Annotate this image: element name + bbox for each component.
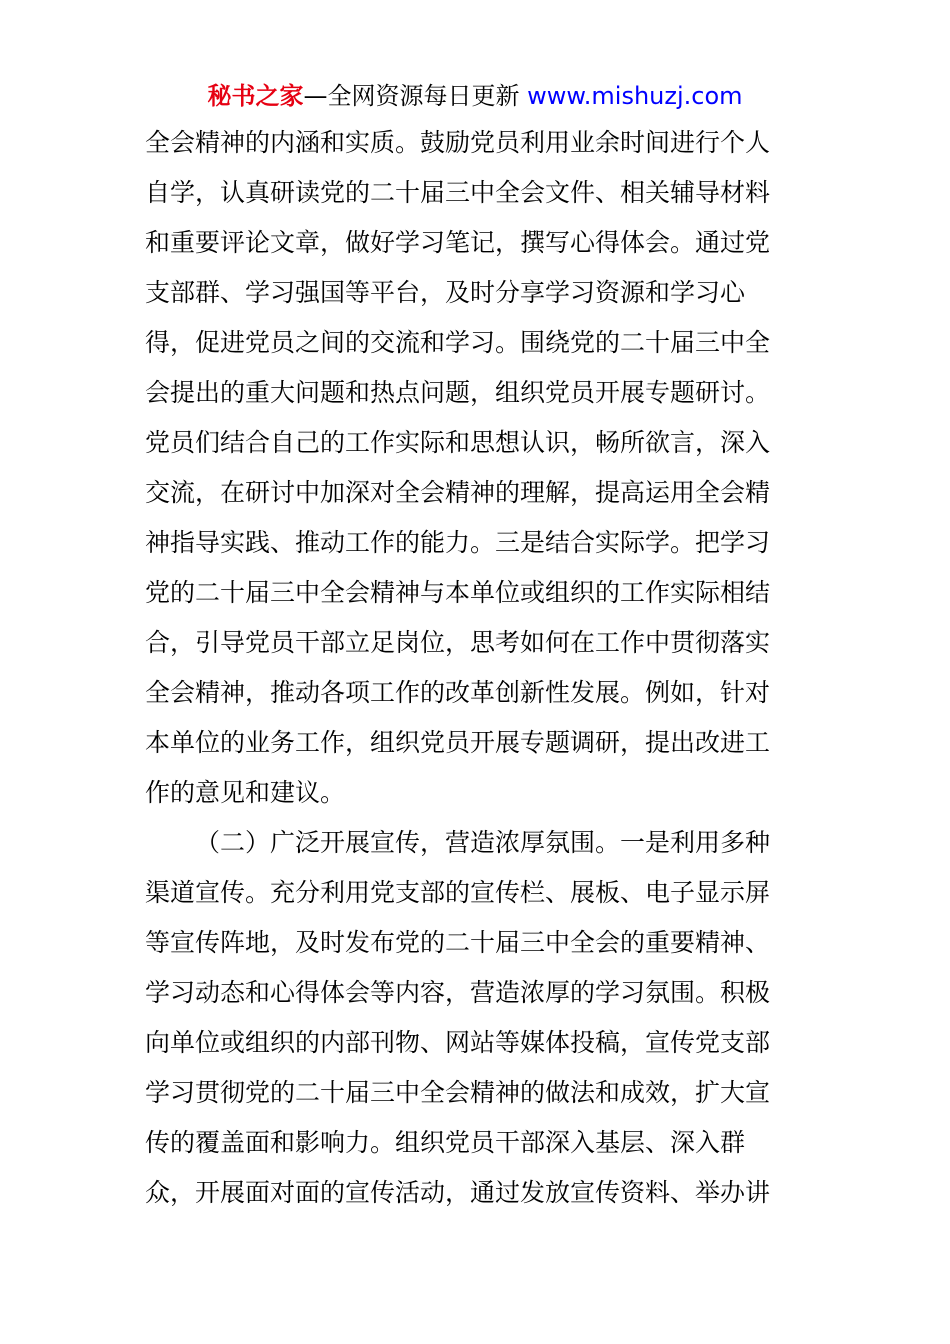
text-line: 合，引导党员干部立足岗位，思考如何在工作中贯彻落实 [145,628,771,657]
text-line: 支部群、学习强国等平台，及时分享学习资源和学习心 [145,278,746,307]
text-line: 向单位或组织的内部刊物、网站等媒体投稿，宣传党支部 [145,1028,771,1057]
text-line: 和重要评论文章，做好学习笔记，撰写心得体会。通过党 [145,228,771,257]
text-line: 神指导实践、推动工作的能力。三是结合实际学。把学习 [145,528,771,557]
site-tagline: —全网资源每日更新 [303,82,520,110]
text-line: 本单位的业务工作，组织党员开展专题调研，提出改进工 [145,728,771,757]
text-line: 众，开展面对面的宣传活动，通过发放宣传资料、举办讲 [145,1178,771,1207]
page-header [0,80,950,112]
document-body [145,118,810,1218]
text-line: 会提出的重大问题和热点问题，组织党员开展专题研讨。 [145,378,771,407]
text-line: 等宣传阵地，及时发布党的二十届三中全会的重要精神、 [145,928,771,957]
text-line: 交流，在研讨中加深对全会精神的理解，提高运用全会精 [145,478,771,507]
text-line: 党的二十届三中全会精神与本单位或组织的工作实际相结 [145,578,771,607]
text-line: 学习动态和心得体会等内容，营造浓厚的学习氛围。积极 [145,978,771,1007]
site-url-link[interactable]: www.mishuzj.com [527,82,743,110]
text-line: 全会精神的内涵和实质。鼓励党员利用业余时间进行个人 [145,128,771,157]
site-brand: 秘书之家 [207,82,304,110]
text-line: 渠道宣传。充分利用党支部的宣传栏、展板、电子显示屏 [145,878,771,907]
text-line: 自学，认真研读党的二十届三中全会文件、相关辅导材料 [145,178,771,207]
text-line: 全会精神，推动各项工作的改革创新性发展。例如，针对 [145,678,771,707]
section-heading-line: （二）广泛开展宣传，营造浓厚氛围。一是利用多种 [195,828,771,857]
text-line: 得，促进党员之间的交流和学习。围绕党的二十届三中全 [145,328,771,357]
text-line: 传的覆盖面和影响力。组织党员干部深入基层、深入群 [145,1128,746,1157]
text-line: 作的意见和建议。 [145,778,346,807]
text-line: 学习贯彻党的二十届三中全会精神的做法和成效，扩大宣 [145,1078,771,1107]
text-line: 党员们结合自己的工作实际和思想认识，畅所欲言，深入 [145,428,771,457]
